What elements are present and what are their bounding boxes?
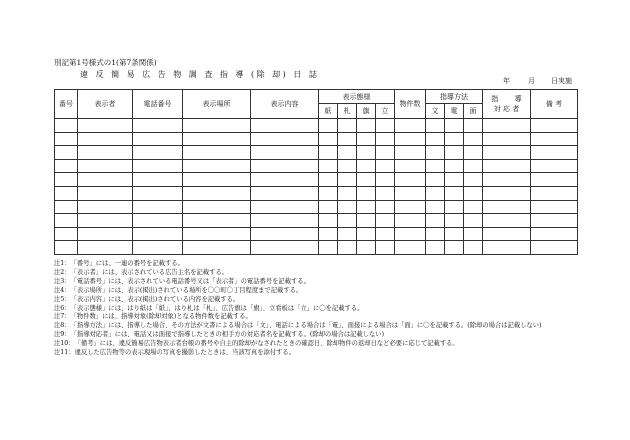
table-cell[interactable] [426,214,445,228]
note-item [54,349,584,358]
table-cell[interactable] [55,186,78,200]
header-mode-paper: 紙 [319,104,338,119]
table-cell[interactable] [464,214,483,228]
table-cell[interactable] [78,146,133,160]
note-item [54,340,584,349]
table-cell[interactable] [319,241,338,255]
header-location: 表示場所 [183,90,251,119]
header-mode-board: 立 [376,104,395,119]
table-cell[interactable] [464,119,483,133]
table-cell[interactable] [483,159,531,173]
table-row [55,200,578,214]
table-cell[interactable] [464,227,483,241]
table-cell[interactable] [464,159,483,173]
table-cell[interactable] [357,214,376,228]
header-content: 表示内容 [251,90,319,119]
table-cell[interactable] [251,132,319,146]
note-text: 「物件数」には、指導対象(除却対象)となる物件数を記載する。 [70,313,252,321]
table-cell[interactable] [376,146,395,160]
table-cell[interactable] [183,200,251,214]
table-cell[interactable] [338,146,357,160]
table-cell[interactable] [445,146,464,160]
note-item [54,331,584,340]
table-cell[interactable] [531,132,578,146]
table-cell[interactable] [357,200,376,214]
table-cell[interactable] [395,173,426,187]
note-label: 注2： [54,268,71,276]
table-cell[interactable] [319,173,338,187]
table-cell[interactable] [426,227,445,241]
table-cell[interactable] [251,119,319,133]
table-cell[interactable] [183,119,251,133]
table-cell[interactable] [464,200,483,214]
note-item [54,278,584,287]
note-text: 違反した広告物等の表示現場の写真を撮影したときは、当該写真を添付する。 [74,349,295,357]
table-cell[interactable] [445,159,464,173]
table-cell[interactable] [483,146,531,160]
table-cell[interactable] [445,173,464,187]
table-cell[interactable] [183,214,251,228]
table-cell[interactable] [133,119,183,133]
table-cell[interactable] [251,214,319,228]
table-cell[interactable] [319,132,338,146]
table-cell[interactable] [338,159,357,173]
table-cell[interactable] [426,186,445,200]
table-cell[interactable] [376,186,395,200]
table-cell[interactable] [78,159,133,173]
table-cell[interactable] [251,186,319,200]
table-cell[interactable] [357,241,376,255]
table-cell[interactable] [483,186,531,200]
table-cell[interactable] [55,173,78,187]
table-cell[interactable] [183,186,251,200]
note-label: 注10： [54,340,75,348]
table-cell[interactable] [445,186,464,200]
table-cell[interactable] [445,214,464,228]
table-cell[interactable] [78,227,133,241]
header-count: 物件数 [395,90,426,119]
note-text: 「表示場所」には、表示(掲出)されている場所を〇〇町〇丁目程度まで記載する。 [70,286,303,294]
table-cell[interactable] [376,200,395,214]
header-method-phone: 電 [445,104,464,119]
table-cell[interactable] [426,132,445,146]
table-cell[interactable] [426,119,445,133]
header-method-document: 文 [426,104,445,119]
table-cell[interactable] [395,159,426,173]
table-cell[interactable] [376,241,395,255]
table-cell[interactable] [55,227,78,241]
table-cell[interactable] [426,241,445,255]
table-cell[interactable] [133,132,183,146]
table-cell[interactable] [319,159,338,173]
note-label: 注7： [54,313,71,321]
note-item [54,313,584,322]
table-cell[interactable] [426,159,445,173]
table-row [55,119,578,133]
table-cell[interactable] [55,241,78,255]
table-cell[interactable] [531,159,578,173]
note-text: 「指導方法」には、指導した場合、その方法が文書による場合は「文」、電話による場合は「電」、面接による場合は「面」に〇を記載する。(除却の場合は記載しない) [70,322,542,330]
table-cell[interactable] [183,241,251,255]
notes-section [54,260,584,358]
table-row [55,159,578,173]
table-cell[interactable] [338,132,357,146]
date-month-label: 月 [528,77,535,85]
note-text: 「表示態様」には、はり紙は「紙」、はり札は「札」、広告旗は「旗」、立看板は「立」に〇を記載する。 [70,304,364,312]
table-cell[interactable] [55,119,78,133]
note-text: 「備考」には、違反簡易広告物表示者台帳の番号や自主的除却がなされたときの確認日、除却物件の返却日など必要に応じて記載する。 [74,340,459,348]
note-label: 注11： [54,349,75,357]
table-cell[interactable] [483,227,531,241]
table-cell[interactable] [395,146,426,160]
table-cell[interactable] [78,214,133,228]
note-label: 注9： [54,331,71,339]
table-cell[interactable] [395,227,426,241]
table-cell[interactable] [183,146,251,160]
table-cell[interactable] [531,186,578,200]
table-cell[interactable] [445,132,464,146]
table-cell[interactable] [338,227,357,241]
table-cell[interactable] [78,200,133,214]
table-row [55,186,578,200]
note-label: 注6： [54,304,71,312]
note-text: 「電話番号」には、表示されている電話番号又は「表示者」の電話番号を記載する。 [70,277,310,285]
note-label: 注5： [54,295,71,303]
table-cell[interactable] [531,227,578,241]
note-label: 注1： [54,260,71,267]
table-cell[interactable] [376,119,395,133]
header-mode-banner: 旗 [357,104,376,119]
table-cell[interactable] [464,241,483,255]
table-cell[interactable] [251,159,319,173]
table-cell[interactable] [483,119,531,133]
table-row [55,173,578,187]
table-cell[interactable] [395,200,426,214]
header-guidance-method: 指導方法 [426,90,483,104]
table-cell[interactable] [376,227,395,241]
table-cell[interactable] [395,186,426,200]
table-cell[interactable] [338,200,357,214]
form-number: 別記第1号様式の1(第7条関係) [54,58,157,67]
table-cell[interactable] [319,146,338,160]
table-cell[interactable] [483,214,531,228]
header-mode-tag: 札 [338,104,357,119]
table-cell[interactable] [338,186,357,200]
header-method-face: 面 [464,104,483,119]
table-cell[interactable] [133,200,183,214]
table-cell[interactable] [445,241,464,255]
note-text: 「番号」には、一連の番号を記載する。 [70,260,184,267]
table-cell[interactable] [55,200,78,214]
table-cell[interactable] [78,173,133,187]
note-text: 「表示内容」には、表示(掲出)されている内容を記載する。 [70,295,240,303]
table-cell[interactable] [133,159,183,173]
table-cell[interactable] [78,132,133,146]
table-cell[interactable] [483,200,531,214]
table-cell[interactable] [78,119,133,133]
table-row [55,227,578,241]
note-item [54,269,584,278]
log-table-body [55,119,578,255]
table-cell[interactable] [357,173,376,187]
note-label: 注3： [54,277,71,285]
note-text: 「指導対応者」には、電話又は面接で指導したときの相手方の対応者名を記載する。(除却の場合は記載しない) [70,331,385,339]
table-cell[interactable] [78,241,133,255]
note-item [54,322,584,331]
table-cell[interactable] [319,200,338,214]
date-year-label: 年 [503,77,510,85]
table-cell[interactable] [464,146,483,160]
table-cell[interactable] [531,241,578,255]
table-cell[interactable] [251,173,319,187]
table-cell[interactable] [426,173,445,187]
table-cell[interactable] [531,119,578,133]
header-respondent-line2: 対 応 者 [493,105,520,113]
table-cell[interactable] [55,132,78,146]
header-advertiser: 表示者 [78,90,133,119]
note-item [54,296,584,305]
note-item [54,287,584,296]
table-cell[interactable] [426,146,445,160]
table-cell[interactable] [483,132,531,146]
note-label: 注4： [54,286,71,294]
table-cell[interactable] [531,146,578,160]
table-cell[interactable] [78,186,133,200]
log-table [54,89,578,255]
table-cell[interactable] [531,214,578,228]
table-cell[interactable] [319,119,338,133]
table-cell[interactable] [319,227,338,241]
table-cell[interactable] [426,200,445,214]
table-cell[interactable] [183,159,251,173]
table-cell[interactable] [395,214,426,228]
table-cell[interactable] [376,132,395,146]
table-cell[interactable] [376,214,395,228]
table-cell[interactable] [376,173,395,187]
table-cell[interactable] [319,214,338,228]
table-cell[interactable] [251,227,319,241]
table-cell[interactable] [357,227,376,241]
table-cell[interactable] [338,241,357,255]
table-cell[interactable] [133,227,183,241]
table-cell[interactable] [376,159,395,173]
table-cell[interactable] [531,173,578,187]
table-cell[interactable] [464,132,483,146]
table-cell[interactable] [531,200,578,214]
table-cell[interactable] [445,227,464,241]
table-cell[interactable] [338,173,357,187]
table-row [55,214,578,228]
header-number: 番号 [55,90,78,119]
table-cell[interactable] [445,119,464,133]
table-cell[interactable] [464,173,483,187]
header-display-mode: 表示態様 [319,90,395,104]
table-cell[interactable] [357,146,376,160]
table-cell[interactable] [183,132,251,146]
header-respondent-line1: 指 導 [491,95,522,103]
table-cell[interactable] [338,214,357,228]
table-cell[interactable] [183,227,251,241]
table-cell[interactable] [133,186,183,200]
table-cell[interactable] [133,241,183,255]
table-cell[interactable] [55,159,78,173]
table-cell[interactable] [55,146,78,160]
table-cell[interactable] [133,173,183,187]
table-cell[interactable] [483,173,531,187]
table-cell[interactable] [395,132,426,146]
table-cell[interactable] [133,146,183,160]
date-day-label: 日実施 [551,77,572,85]
table-cell[interactable] [251,146,319,160]
table-cell[interactable] [445,200,464,214]
table-cell[interactable] [338,119,357,133]
header-remarks: 備 考 [531,90,578,119]
form-title: 違 反 簡 易 広 告 物 調 査 指 導 (除 却) 日 誌 [80,70,320,79]
table-cell[interactable] [251,200,319,214]
table-cell[interactable] [464,186,483,200]
table-cell[interactable] [133,214,183,228]
table-cell[interactable] [357,159,376,173]
table-row [55,132,578,146]
table-cell[interactable] [319,186,338,200]
table-cell[interactable] [251,241,319,255]
table-cell[interactable] [357,186,376,200]
table-cell[interactable] [395,241,426,255]
table-cell[interactable] [55,214,78,228]
table-cell[interactable] [183,173,251,187]
table-cell[interactable] [357,132,376,146]
table-row [55,146,578,160]
table-cell[interactable] [483,241,531,255]
table-cell[interactable] [395,119,426,133]
table-cell[interactable] [357,119,376,133]
note-text: 「表示者」には、表示されている広告主名を記載する。 [70,268,229,276]
table-row [55,241,578,255]
note-item [54,260,584,269]
header-phone: 電話番号 [133,90,183,119]
header-respondent [483,90,531,119]
note-label: 注8： [54,322,71,330]
